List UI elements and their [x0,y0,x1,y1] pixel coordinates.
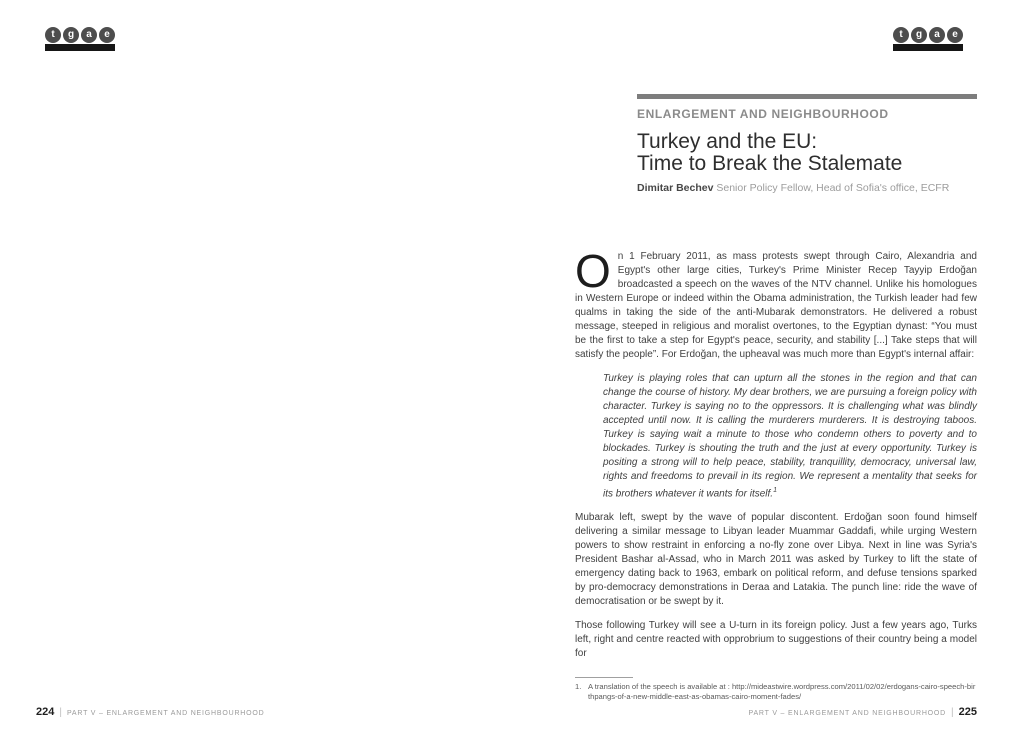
footer-separator: | [59,707,62,718]
logo-letter-t-icon: t [45,27,61,43]
logo-letter-a-icon: a [929,27,945,43]
article-title [637,131,977,175]
paragraph-1-text: n 1 February 2011, as mass protests swept through Cairo, Alexandria and Egypt's other large cities, Turkey's Prime Minister Recep Tayyip Erdoğan broadcasted a speech on the waves of the NTV channel. Unlike his homologues in Western Europe or indeed within the Obama administration, the Turkish leader had few qualms in taking the side of the anti-Mubarak demonstrators. He delivered a robust message, steeped in religious and moralist overtones, to the Egyptian dynast: “You must be the first to take a step for Egypt's peace, security, and stability [...] Take steps that will satisfy the people”. For Erdoğan, the upheaval was much more than Egypt's internal affair: [575,251,977,360]
footer-separator: | [951,707,954,718]
page-number-right: 225 [958,706,977,718]
page-number-left: 224 [36,706,55,718]
part-label-right: PART V – ENLARGEMENT AND NEIGHBOURHOOD [748,710,947,717]
logo-letter-g-icon: g [911,27,927,43]
footnote-block [575,677,977,701]
logo-letter-e-icon: e [99,27,115,43]
logo-tagline: Think Global – Act European [917,50,978,56]
paragraph-1 [575,245,977,362]
logo-letter-t-icon: t [893,27,909,43]
logo-letter-a-icon: a [81,27,97,43]
footnote-ref: 1 [773,487,777,494]
article-title-line2: Time to Break the Stalemate [637,152,903,175]
article-title-line1: Turkey and the EU: [637,130,818,153]
author-role: Senior Policy Fellow, Head of Sofia's office, ECFR [716,182,950,194]
tgae-logo-left [45,27,130,56]
logo-tagline: Think Global – Act European [69,50,130,56]
footnote-text [588,682,977,701]
tgae-logo-circles [45,27,115,43]
byline [637,182,977,194]
paragraph-2: Mubarak left, swept by the wave of popular discontent. Erdoğan soon found himself delivering a similar message to Libyan leader Muammar Gaddafi, while urging Western powers to show restraint in enforcing a no-fly zone over Libya. Next in line was Syria's President Bashar al-Assad, who in March 2011 was asked by Turkey to lift the state of emergency dating back to 1963, embark on political reform, and defuse tensions sparked by pro-democracy demonstrations in Deraa and Latakia. The punch line: ride the wave of democratisation or be swept by it. [575,512,977,608]
logo-letter-g-icon: g [63,27,79,43]
tgae-logo-right [893,27,978,56]
author-name: Dimitar Bechev [637,182,714,194]
tgae-logo-circles [893,27,963,43]
quote-text: Turkey is playing roles that can upturn all the stones in the region and that can change the course of history. My dear brothers, we are pursuing a foreign policy with character. Turkey is saying no to the oppressors. It is challenging what was blindly accepted until now. It is calling the murderers murderers. It is destroying taboos. Turkey is saying wait a minute to those who condemn others to poverty and to blockades. Turkey is shouting the truth and the just at every opportunity. Turkey is positing a strong will to help peace, stability, tranquillity, democracy, universal law, rights and freedoms to prevail in its region. We represent a mentality that seeks for its brothers whatever it wants for itself. [603,373,977,500]
article-body [575,245,977,661]
page-footer-right [749,706,978,718]
footnote-marker: 1. [575,682,582,692]
logo-tagline-bar [45,44,130,56]
paragraph-3: Those following Turkey will see a U-turn in its foreign policy. Just a few years ago, Turks left, right and centre reacted with opprobrium to suggestions of their country being a model for [575,620,977,660]
quote-block [603,372,977,501]
part-label-left: PART V – ENLARGEMENT AND NEIGHBOURHOOD [66,710,265,717]
drop-cap: O [575,245,611,297]
section-rule [637,94,977,99]
logo-tagline-bar [893,44,978,56]
logo-letter-e-icon: e [947,27,963,43]
footnote-divider [575,677,633,678]
section-label: ENLARGEMENT AND NEIGHBOURHOOD [637,107,889,121]
page-footer-left [36,706,265,718]
footnote-url-link[interactable]: http://mideastwire.wordpress.com/2011/02/02/erdogans-cairo-speech-birthpangs-of-a-new-middle-east-as-obamas-cairo-moment-fades/ [588,682,976,701]
article [575,94,977,701]
footnote-prefix: A translation of the speech is available at : [588,682,732,692]
